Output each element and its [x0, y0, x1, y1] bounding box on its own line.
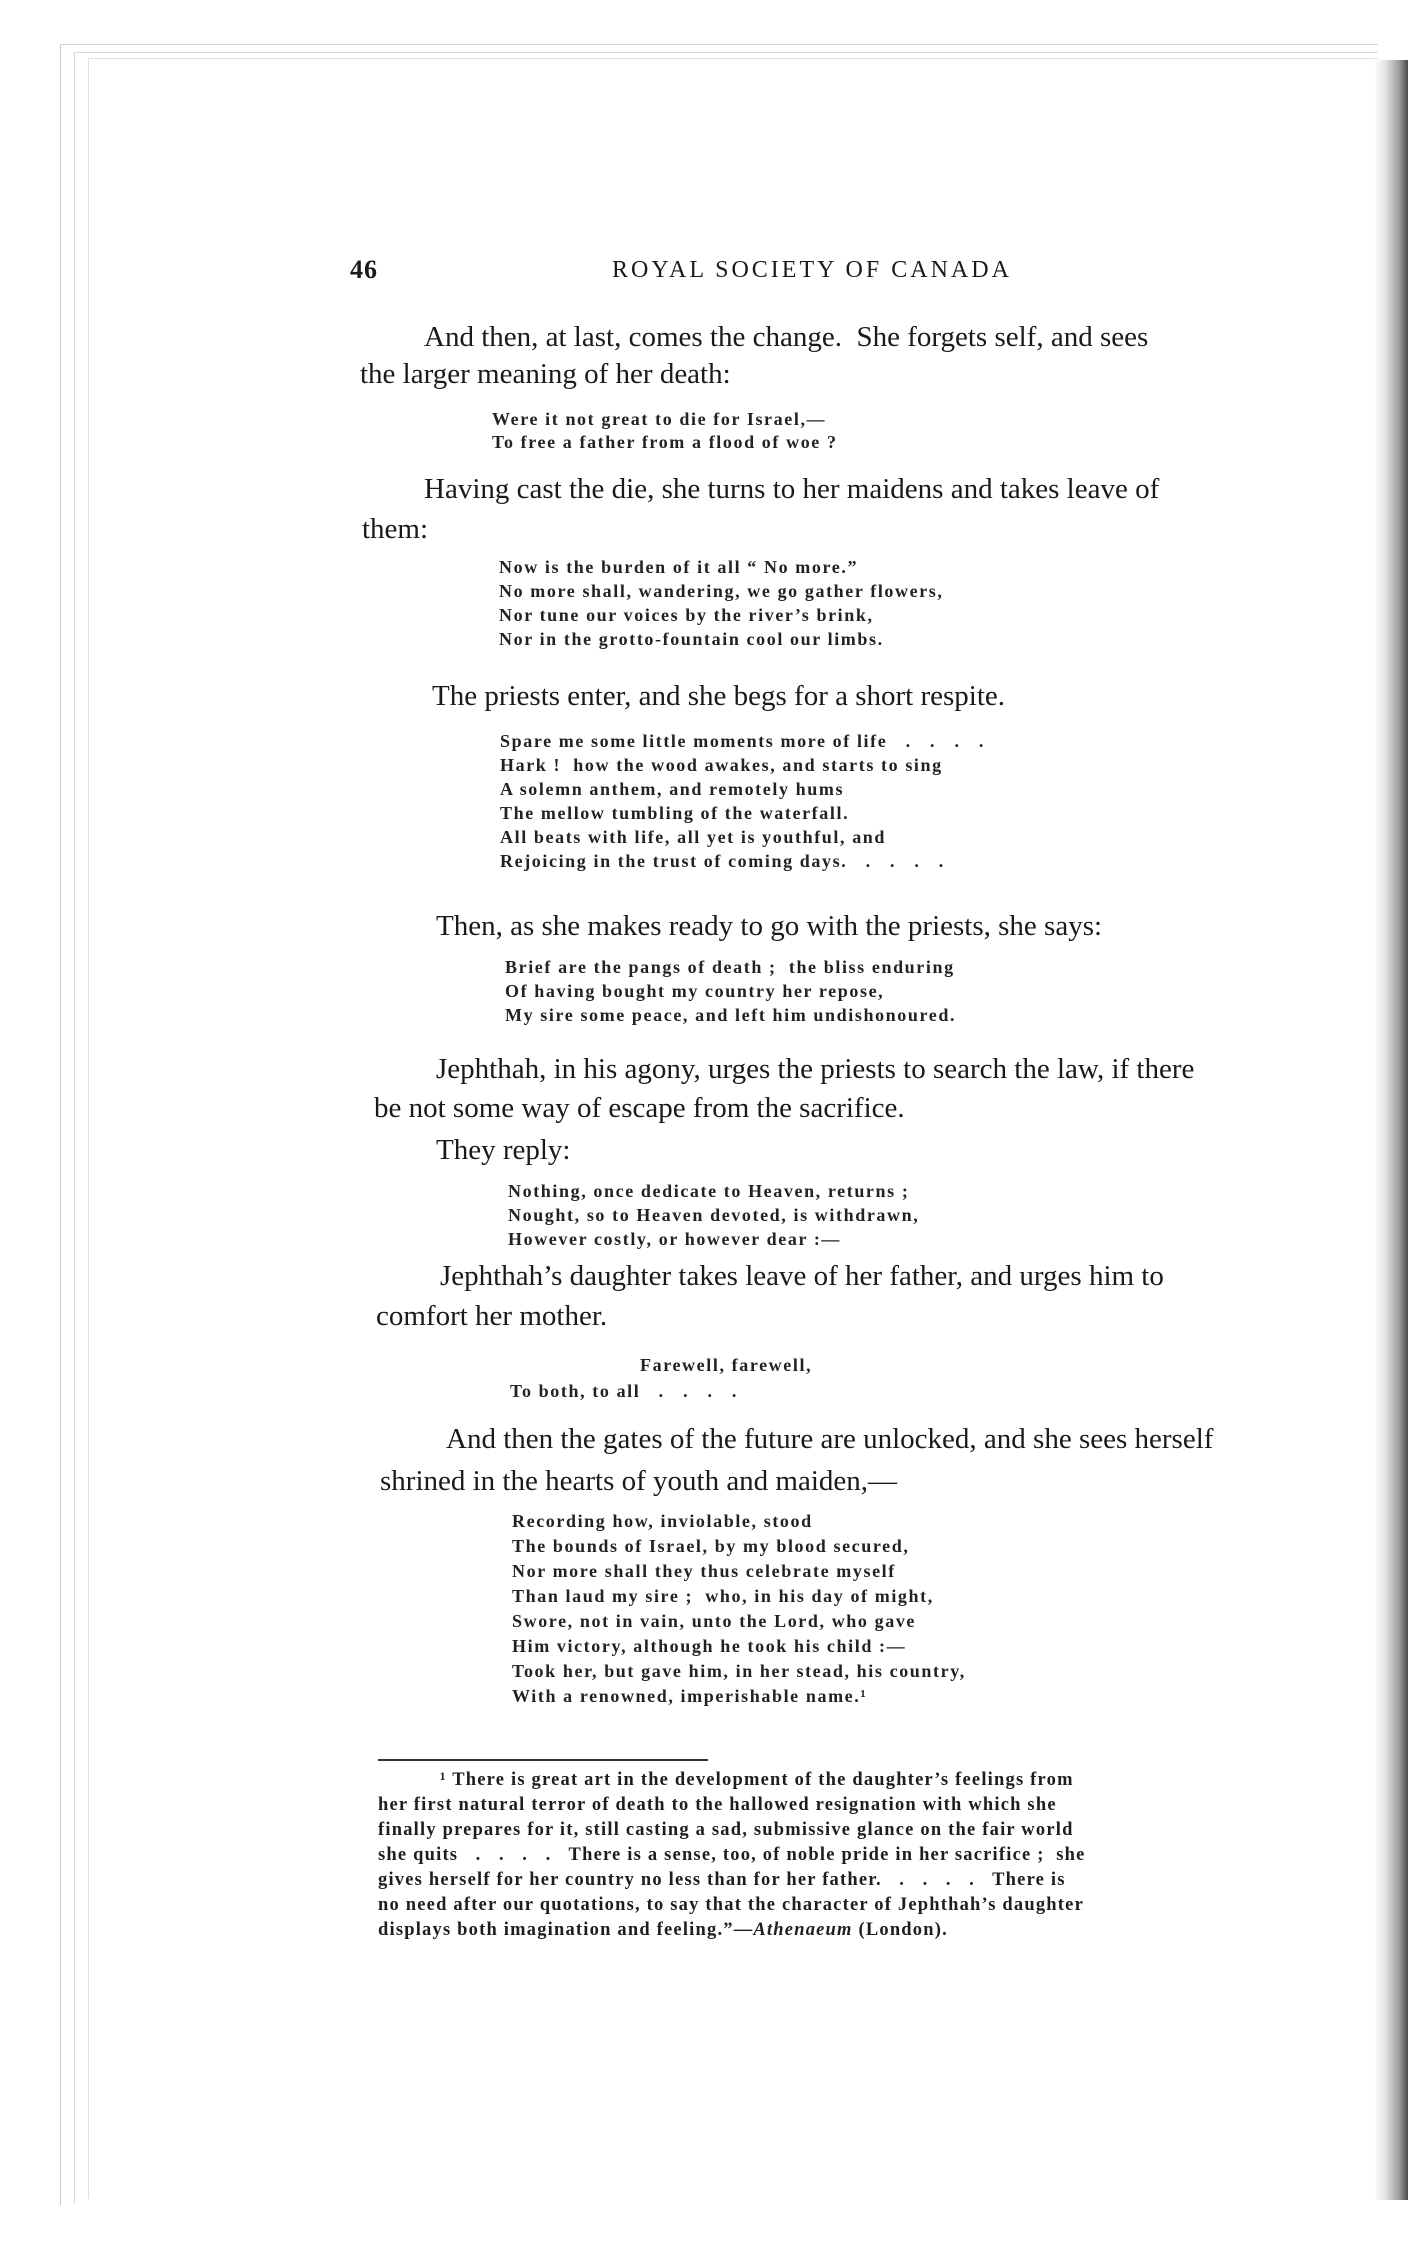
footnote-line: ¹ There is great art in the development of the daughter’s feelings from [440, 1770, 1074, 1790]
body-line: Jephthah’s daughter takes leave of her father, and urges him to [440, 1260, 1164, 1292]
verse-line: The bounds of Israel, by my blood secured, [512, 1536, 910, 1556]
verse-line: Recording how, inviolable, stood [512, 1511, 813, 1531]
verse-line: Nor tune our voices by the river’s brink, [499, 605, 874, 625]
page-number: 46 [350, 255, 378, 284]
footnote-rule [378, 1759, 708, 1761]
footnote-text: displays both imagination and feeling.”— [378, 1920, 754, 1940]
footnote-line: gives herself for her country no less than for her father. . . . . There is [378, 1870, 1066, 1890]
footnote-line: she quits . . . . There is a sense, too, of noble pride in her sacrifice ; she [378, 1845, 1086, 1865]
footnote-text: (London). [852, 1920, 948, 1940]
book-spine-shadow [1374, 60, 1408, 2200]
verse-line: Hark ! how the wood awakes, and starts to sing [500, 755, 943, 775]
verse-line: My sire some peace, and left him undishonoured. [505, 1005, 957, 1025]
body-line: Having cast the die, she turns to her maidens and takes leave of [424, 473, 1160, 505]
verse-line: The mellow tumbling of the waterfall. [500, 803, 850, 823]
body-line: comfort her mother. [376, 1300, 608, 1332]
verse-line: To both, to all . . . . [510, 1381, 738, 1401]
body-line: them: [362, 513, 429, 545]
verse-line: Nor more shall they thus celebrate myself [512, 1561, 896, 1581]
footnote-line: finally prepares for it, still casting a sad, submissive glance on the fair world [378, 1820, 1074, 1840]
verse-line: Brief are the pangs of death ; the bliss enduring [505, 957, 955, 977]
verse-line: With a renowned, imperishable name.¹ [512, 1686, 868, 1706]
footnote-last-line [378, 1919, 948, 1942]
body-line: be not some way of escape from the sacrifice. [374, 1092, 905, 1124]
verse-line: However costly, or however dear :— [508, 1229, 842, 1249]
verse-line: Than laud my sire ; who, in his day of might, [512, 1586, 934, 1606]
verse-line: No more shall, wandering, we go gather flowers, [499, 581, 944, 601]
body-line: the larger meaning of her death: [360, 358, 731, 390]
body-line: shrined in the hearts of youth and maiden,— [380, 1465, 898, 1497]
footnote-line: her first natural terror of death to the hallowed resignation with which she [378, 1795, 1057, 1815]
verse-line: Now is the burden of it all “ No more.” [499, 557, 859, 577]
verse-line: All beats with life, all yet is youthful, and [500, 827, 887, 847]
verse-line: Of having bought my country her repose, [505, 981, 885, 1001]
body-line: Then, as she makes ready to go with the priests, she says: [436, 910, 1103, 942]
footnote-line: no need after our quotations, to say that the character of Jephthah’s daughter [378, 1895, 1084, 1915]
verse-line: A solemn anthem, and remotely hums [500, 779, 845, 799]
verse-line: Nothing, once dedicate to Heaven, returns ; [508, 1181, 910, 1201]
running-head: ROYAL SOCIETY OF CANADA [612, 257, 1012, 283]
body-line: And then the gates of the future are unlocked, and she sees herself [446, 1423, 1214, 1455]
verse-line: Nought, so to Heaven devoted, is withdrawn, [508, 1205, 920, 1225]
spine-top [1378, 0, 1408, 60]
verse-line: Nor in the grotto-fountain cool our limbs. [499, 629, 884, 649]
body-line: The priests enter, and she begs for a short respite. [432, 680, 1006, 712]
verse-line: Him victory, although he took his child :— [512, 1636, 907, 1656]
verse-line: Spare me some little moments more of life . . . . [500, 731, 985, 751]
verse-line: Took her, but gave him, in her stead, his country, [512, 1661, 966, 1681]
body-line: Jephthah, in his agony, urges the priests to search the law, if there [436, 1053, 1195, 1085]
verse-line: Farewell, farewell, [640, 1355, 813, 1375]
body-line: And then, at last, comes the change. She forgets self, and sees [424, 321, 1149, 353]
verse-line: Were it not great to die for Israel,— [492, 409, 827, 429]
verse-line: To free a father from a flood of woe ? [492, 432, 838, 452]
page-header [350, 255, 1350, 295]
body-line: They reply: [436, 1134, 571, 1166]
journal-name: Athenaeum [753, 1920, 853, 1940]
verse-line: Rejoicing in the trust of coming days. . . . . [500, 851, 945, 871]
verse-line: Swore, not in vain, unto the Lord, who gave [512, 1611, 917, 1631]
